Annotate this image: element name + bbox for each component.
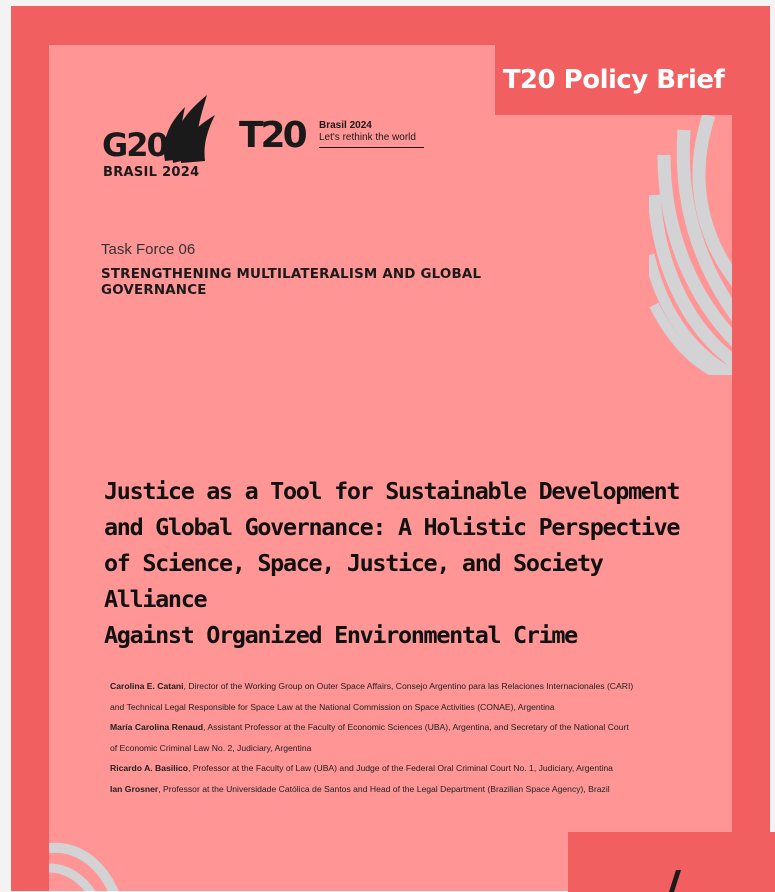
cover-panel <box>49 45 732 891</box>
title-line: of Science, Space, Justice, and Society Alliance <box>104 549 603 613</box>
author-entry <box>110 779 700 800</box>
author-entry <box>110 676 700 717</box>
g20-subtitle: BRASIL 2024 <box>103 165 200 180</box>
title-line: Against Organized Environmental Crime <box>104 621 577 649</box>
author-affiliation: , Director of the Working Group on Outer Space Affairs, Consejo Argentino para las Relaciones Internacionales (CARI) <box>183 681 634 691</box>
author-entry <box>110 758 700 779</box>
author-entry <box>110 717 700 758</box>
title-line: Justice as a Tool for Sustainable Development <box>104 477 680 505</box>
author-name: Ricardo A. Basilico <box>110 763 189 773</box>
author-name: Carolina E. Catani <box>110 681 184 691</box>
t20-tagline <box>319 120 424 148</box>
author-name: Ian Grosner <box>110 783 159 794</box>
policy-brief-tab: T20 Policy Brief <box>495 45 732 115</box>
task-force-title: STRENGTHENING MULTILATERALISM AND GLOBAL GOVERNANCE <box>101 267 482 298</box>
g20-logo <box>101 93 219 183</box>
t20-wordmark: T20 <box>239 115 305 156</box>
g20-wordmark: G20 <box>102 126 167 164</box>
decorative-swirl-icon <box>649 115 732 375</box>
author-affiliation: , Professor at the Faculty of Law (UBA) and Judge of the Federal Oral Criminal Court No. 1, Judiciary, Argentina <box>188 763 613 773</box>
author-affiliation-cont: and Technical Legal Responsible for Space Law at the National Commission on Space Activities (CONAE), Argentina <box>110 701 555 712</box>
author-affiliation-cont: of Economic Criminal Law No. 2, Judiciary, Argentina <box>110 742 312 753</box>
corner-block <box>568 832 775 892</box>
author-affiliation: , Assistant Professor at the Faculty of Economic Sciences (UBA), Argentina, and Secretary of the National Court <box>203 722 629 732</box>
cover-page <box>11 6 770 891</box>
author-affiliation: , Professor at the Universidade Católica de Santos and Head of the Legal Department (Brazilian Space Agency), Brazil <box>158 783 610 794</box>
decorative-swirl-bottom-icon <box>49 830 129 891</box>
author-name: María Carolina Renaud <box>110 722 204 732</box>
task-force-label: Task Force 06 <box>101 241 196 258</box>
author-list <box>110 676 700 799</box>
t20-tagline-year: Brasil 2024 <box>319 120 372 131</box>
title-line: and Global Governance: A Holistic Perspective <box>104 513 680 541</box>
document-title <box>104 473 684 653</box>
t20-tagline-motto: Let's rethink the world <box>319 131 424 148</box>
slash-mark-icon <box>668 870 682 892</box>
